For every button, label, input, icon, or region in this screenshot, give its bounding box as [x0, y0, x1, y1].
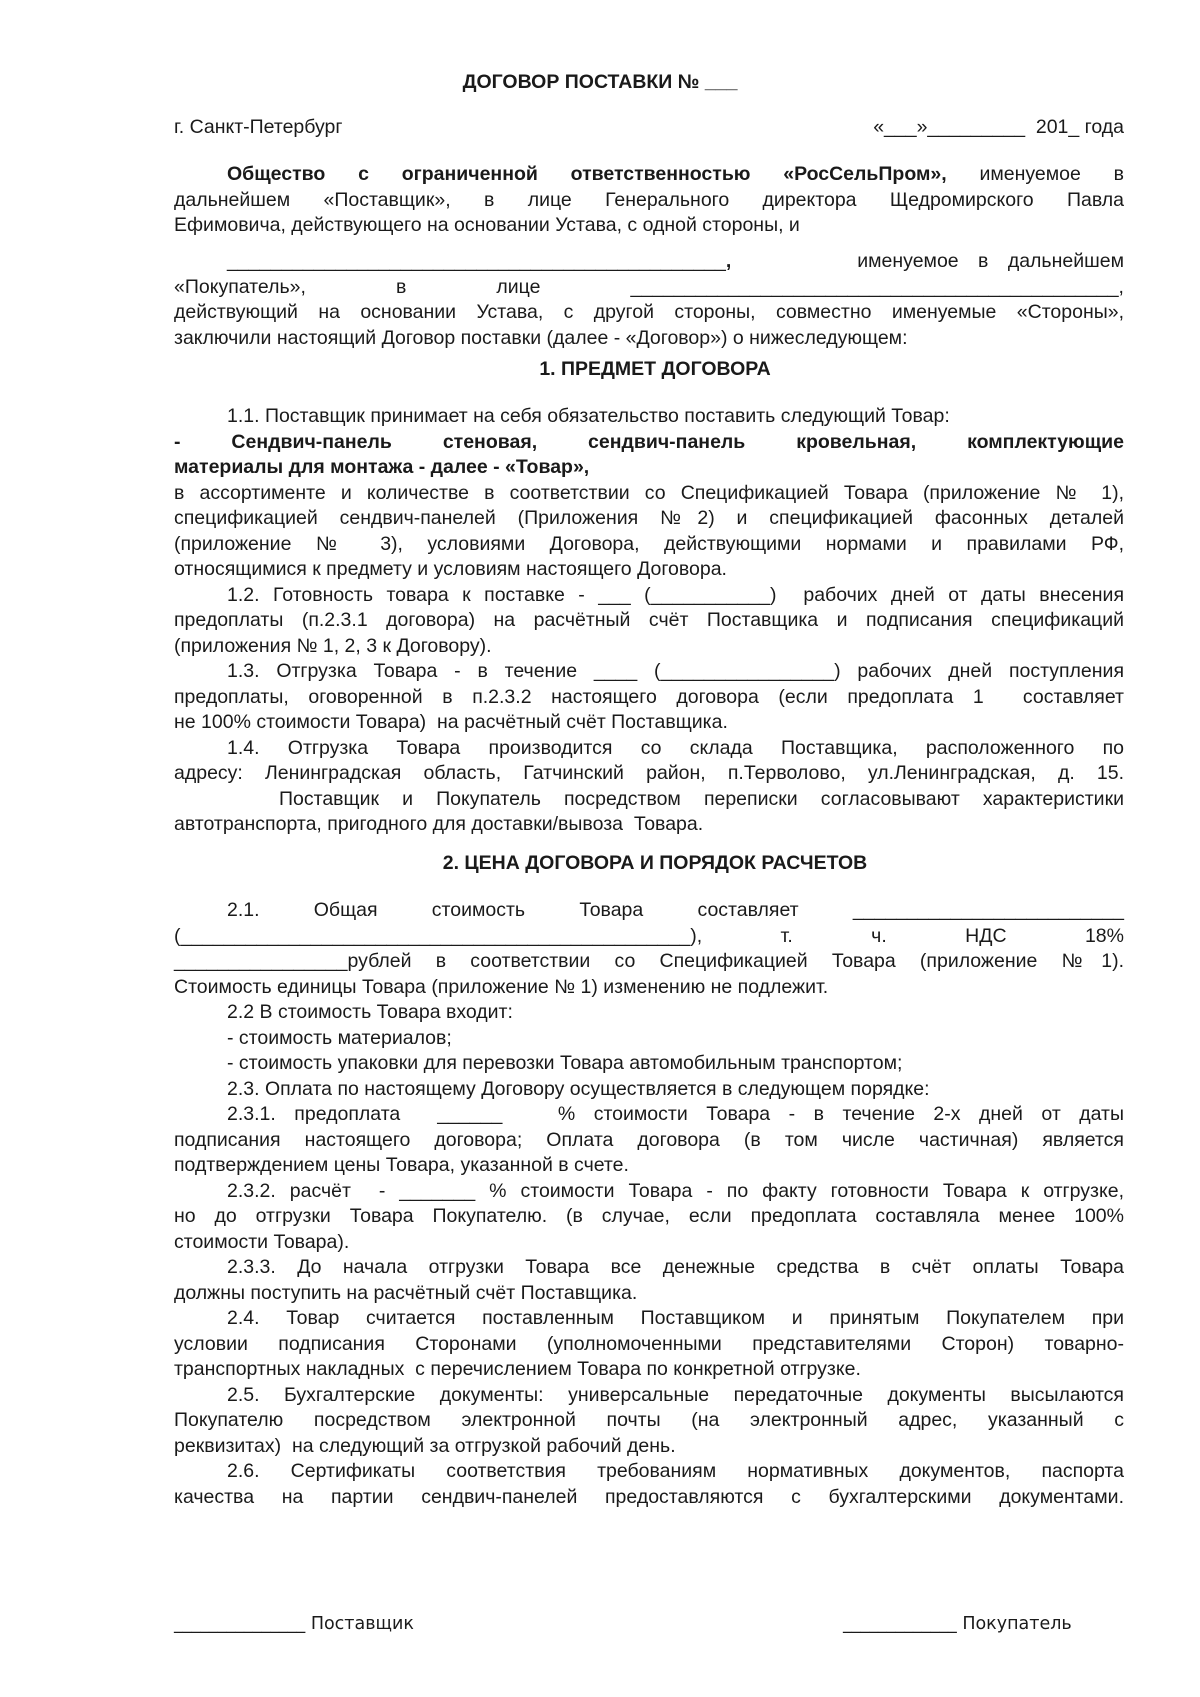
clause-1-3: 1.3. Отгрузка Товара - в течение ____ (________________) рабочих дней поступления — [227, 660, 1124, 682]
document-title: ДОГОВОР ПОСТАВКИ № ___ — [462, 71, 738, 93]
comma: , — [725, 250, 732, 272]
contract-date: «___»_________ 201_ года — [873, 116, 1124, 138]
clause-line: предоплаты, оговоренной в п.2.3.2 настоящего договора (если предоплата 1 составляет — [174, 685, 1124, 708]
clause-line: (приложения № 1, 2, 3 к Договору). — [174, 634, 492, 657]
clause-line: условии подписания Сторонами (уполномоченными представителями Сторон) товарно- — [174, 1332, 1124, 1355]
clause-2-5: 2.5. Бухгалтерские документы: универсальные передаточные документы высылаются — [227, 1383, 1124, 1406]
clause-line: должны поступить на расчётный счёт Поставщика. — [174, 1281, 638, 1304]
clause-line: Покупателю посредством электронной почты (на электронный адрес, указанный с — [174, 1409, 1124, 1431]
clause-2-3-3: 2.3.3. До начала отгрузки Товара все денежные средства в счёт оплаты Товара — [227, 1256, 1124, 1278]
clause-2-3-1: 2.3.1. предоплата ______ % стоимости Товара - в течение 2-х дней от даты — [227, 1103, 1124, 1125]
clause-2-3: 2.3. Оплата по настоящему Договору осуществляется в следующем порядке: — [227, 1077, 930, 1100]
supplier-name: Общество с ограниченной ответственностью «РосСельПром», — [227, 163, 947, 185]
clause-line — [174, 924, 1124, 950]
clause-line: ________________рублей в соответствии со Спецификацией Товара (приложение №1). — [174, 950, 1124, 972]
section-2-heading: 2. ЦЕНА ДОГОВОРА И ПОРЯДОК РАСЧЕТОВ — [442, 852, 868, 874]
clause-text: Общая — [313, 899, 378, 921]
clause-text: ч. — [871, 924, 887, 947]
clause-2-2: 2.2 В стоимость Товара входит: — [227, 1001, 513, 1023]
intro-line: заключили настоящий Договор поставки (далее - «Договор») о нижеследующем: — [174, 326, 908, 349]
intro-line: Ефимовича, действующего на основании Устава, с одной стороны, и — [174, 214, 800, 236]
clause-text: т. — [780, 924, 793, 947]
clause-line: (приложение № 3), условиями Договора, действующими нормами и правилами РФ, — [174, 532, 1124, 555]
buyer-line — [174, 249, 1124, 275]
clause-line: подтверждением цены Товара, указанной в счете. — [174, 1154, 629, 1176]
clause-line: спецификацией сендвич-панелей (Приложения №2) и спецификацией фасонных деталей — [174, 507, 1124, 529]
clause-text: НДС — [965, 924, 1007, 947]
intro-line — [174, 162, 1124, 188]
intro-text: в — [395, 275, 407, 298]
clause-line: автотранспорта, пригодного для доставки/вывоза Товара. — [174, 813, 704, 835]
clause-line: реквизитах) на следующий за отгрузкой рабочий день. — [174, 1434, 676, 1457]
supplier-signature: _______________ Поставщик — [174, 1614, 414, 1634]
clause-1-2: 1.2. Готовность товара к поставке - ___ (___________) рабочих дней от даты внесения — [227, 583, 1124, 606]
clause-line: предоплаты (п.2.3.1 договора) на расчётный счёт Поставщика и подписания спецификаций — [174, 609, 1124, 631]
clause-line: в ассортименте и количестве в соответствии со Спецификацией Товара (приложение № 1), — [174, 481, 1124, 504]
place-date-row — [174, 115, 1124, 141]
clause-2-3-2: 2.3.2. расчёт - _______ % стоимости Товара - по факту готовности Товара к отгрузке, — [227, 1179, 1124, 1202]
clause-text: 18% — [1084, 924, 1124, 947]
blank-field: (_______________________________________________), — [174, 924, 703, 947]
intro-paragraph-1 — [174, 162, 1124, 239]
blank-field: _____________________________________________, — [630, 275, 1124, 298]
intro-text: «Покупатель», — [174, 275, 306, 298]
section-1-body — [174, 404, 1124, 838]
clause-line: но до отгрузки Товара Покупателю. (в случае, если предоплата составляла менее 100% — [174, 1205, 1124, 1227]
goods-description: материалы для монтажа - далее - «Товар», — [174, 456, 590, 478]
clause-1-4: 1.4. Отгрузка Товара производится со склада Поставщика, расположенного по — [227, 736, 1124, 759]
clause-line: - стоимость упаковки для перевозки Товара автомобильным транспортом; — [227, 1052, 903, 1074]
clause-line: адресу: Ленинградская область, Гатчинский район, п.Терволово, ул.Ленинградская, д. 15. — [174, 762, 1124, 784]
blank-field: _________________________ — [852, 899, 1124, 921]
blank-field: ______________________________________________ — [227, 250, 726, 272]
intro-line: дальнейшем «Поставщик», в лице Генерального директора Щедромирского Павла — [174, 188, 1124, 211]
clause-2-6: 2.6. Сертификаты соответствия требованиям нормативных документов, паспорта — [227, 1460, 1124, 1482]
clause-line: - стоимость материалов; — [227, 1026, 452, 1049]
goods-description: - Сендвич-панель стеновая, сендвич-панель кровельная, комплектующие — [174, 430, 1124, 453]
clause-text: Товара — [579, 899, 644, 921]
clause-text: составляет — [697, 899, 799, 921]
section-1-heading: 1. ПРЕДМЕТ ДОГОВОРА — [539, 358, 771, 380]
buyer-name-blank — [227, 249, 731, 275]
clause-text: стоимость — [431, 899, 526, 921]
section-2-body — [174, 898, 1124, 1510]
clause-line: транспортных накладных с перечислением Товара по конкретной отгрузке. — [174, 1358, 861, 1380]
intro-text: лице — [496, 275, 541, 298]
clause-line: Стоимость единицы Товара (приложение № 1) изменению не подлежит. — [174, 975, 829, 998]
clause-line: подписания настоящего договора; Оплата договора (в том числе частичная) является — [174, 1128, 1124, 1151]
intro-text: именуемое в — [946, 163, 1124, 185]
clause-line: не 100% стоимости Товара) на расчётный счёт Поставщика. — [174, 711, 728, 733]
clause-line: стоимости Товара). — [174, 1230, 350, 1253]
clause-2-1 — [174, 898, 1124, 924]
intro-paragraph-2 — [174, 249, 1124, 351]
clause-1-4-transport: Поставщик и Покупатель посредством переписки согласовывают характеристики — [279, 787, 1124, 810]
city: г. Санкт-Петербург — [174, 116, 343, 138]
clause-text: 2.1. — [227, 899, 260, 921]
buyer-signature: _____________ Покупатель — [843, 1614, 1072, 1634]
intro-line: действующий на основании Устава, с другой стороны, совместно именуемые «Стороны», — [174, 301, 1124, 323]
clause-2-4: 2.4. Товар считается поставленным Поставщиком и принятым Покупателем при — [227, 1307, 1124, 1329]
clause-1-1: 1.1. Поставщик принимает на себя обязательство поставить следующий Товар: — [227, 405, 950, 427]
intro-text: именуемое в дальнейшем — [857, 250, 1124, 272]
buyer-rep-line — [174, 275, 1124, 301]
clause-line: относящимися к предмету и условиям настоящего Договора. — [174, 558, 727, 580]
clause-line: качества на партии сендвич-панелей предоставляются с бухгалтерскими документами. — [174, 1485, 1124, 1508]
